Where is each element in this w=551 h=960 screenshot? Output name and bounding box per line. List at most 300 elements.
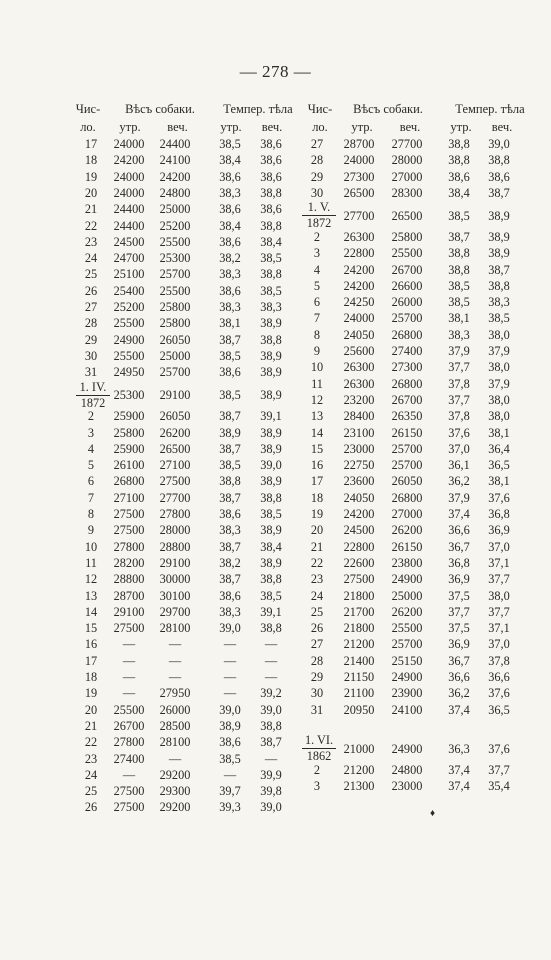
weight-morning-cell: 23000 xyxy=(343,441,375,456)
weight-evening-cell: 25500 xyxy=(391,246,423,261)
temp-evening-cell: 36,5 xyxy=(488,702,510,717)
weight-morning-cell: 24000 xyxy=(113,137,145,151)
day-cell: 13 xyxy=(84,588,98,603)
temp-morning-cell: 38,7 xyxy=(219,539,241,554)
temp-evening-cell: 38,0 xyxy=(488,360,510,375)
weight-evening-cell: 27950 xyxy=(159,686,191,701)
temp-morning-cell: 38,6 xyxy=(219,735,241,750)
day-cell: 30 xyxy=(310,185,324,200)
temp-morning-cell: 36,2 xyxy=(448,686,470,701)
weight-evening-cell: 25700 xyxy=(391,458,423,473)
temp-evening-cell: 38,9 xyxy=(260,348,282,363)
temp-morning-cell: 38,8 xyxy=(448,262,470,277)
weight-evening-cell: 26050 xyxy=(391,474,423,489)
temp-morning-cell: 38,5 xyxy=(219,137,241,151)
day-cell: 7 xyxy=(313,311,321,326)
temp-evening-cell: 38,9 xyxy=(488,209,510,224)
weight-morning-cell: 24200 xyxy=(343,278,375,293)
day-cell: 24 xyxy=(84,767,98,782)
weight-morning-cell: 21150 xyxy=(343,670,375,684)
weight-evening-cell: 25500 xyxy=(391,621,423,636)
month-date-label xyxy=(302,734,336,763)
temp-morning-cell: 38,2 xyxy=(219,251,241,266)
temp-morning-cell: 38,1 xyxy=(448,311,470,326)
day-cell: 22 xyxy=(84,218,98,233)
day-cell: 21 xyxy=(310,539,324,554)
weight-evening-cell: 25300 xyxy=(159,251,191,266)
weight-morning-cell: 25900 xyxy=(113,441,145,456)
temp-evening-cell: 38,9 xyxy=(260,474,282,489)
temp-morning-cell: 37,8 xyxy=(448,376,470,391)
weight-evening-cell: 27800 xyxy=(159,507,191,521)
temp-morning-cell: 37,9 xyxy=(448,490,470,505)
temp-evening-cell: 38,8 xyxy=(260,490,282,505)
month-label: 1. IV. xyxy=(79,379,107,394)
temp-evening-cell: 38,6 xyxy=(260,169,282,184)
temp-evening-cell: 39,0 xyxy=(488,137,510,151)
weight-morning-cell: 21100 xyxy=(343,686,375,701)
weight-morning-cell: — xyxy=(122,637,136,652)
temp-morning-cell: 38,3 xyxy=(448,327,470,342)
day-cell: 19 xyxy=(84,169,98,184)
day-cell: 9 xyxy=(313,344,321,358)
temp-morning-cell: 38,5 xyxy=(219,458,241,473)
temp-morning-cell: 38,1 xyxy=(219,316,241,331)
weight-evening-cell: 24100 xyxy=(391,702,423,717)
temp-morning-cell: 38,6 xyxy=(219,169,241,184)
weight-evening-cell: 30000 xyxy=(159,572,191,587)
temp-morning-cell: 37,8 xyxy=(448,409,470,424)
weight-morning-cell: 22750 xyxy=(343,458,375,473)
day-cell: 3 xyxy=(313,779,321,794)
day-cell: 4 xyxy=(313,262,321,277)
weight-morning-cell: 24400 xyxy=(113,218,145,233)
header-weight-morning: утр. xyxy=(351,120,373,134)
temp-morning-cell: 39,3 xyxy=(219,800,241,815)
day-cell: 17 xyxy=(84,137,98,151)
day-cell: 23 xyxy=(84,751,98,766)
day-cell: 7 xyxy=(87,490,95,505)
temp-evening-cell: 39,8 xyxy=(260,784,282,799)
weight-morning-cell: 20950 xyxy=(343,702,375,717)
weight-morning-cell: 24000 xyxy=(113,185,145,200)
weight-morning-cell: 26300 xyxy=(343,360,375,375)
weight-evening-cell: 27100 xyxy=(159,458,191,473)
weight-morning-cell: 21300 xyxy=(343,779,375,794)
temp-morning-cell: 38,6 xyxy=(219,507,241,521)
temp-morning-cell: 37,7 xyxy=(448,360,470,375)
weight-evening-cell: 26050 xyxy=(159,332,191,347)
day-cell: 9 xyxy=(87,523,95,538)
temp-evening-cell: 38,5 xyxy=(260,588,282,603)
temp-morning-cell: 36,9 xyxy=(448,637,470,652)
weight-evening-cell: 26800 xyxy=(391,327,423,342)
day-cell: 25 xyxy=(84,267,98,282)
temp-evening-cell: 38,9 xyxy=(260,555,282,570)
temp-morning-cell: 37,4 xyxy=(448,507,470,521)
weight-morning-cell: 26700 xyxy=(113,718,145,733)
temp-evening-cell: 38,8 xyxy=(260,185,282,200)
temp-morning-cell: 36,7 xyxy=(448,539,470,554)
weight-morning-cell: 27800 xyxy=(113,539,145,554)
temp-morning-cell: 37,4 xyxy=(448,779,470,794)
weight-evening-cell: 26050 xyxy=(159,409,191,424)
day-cell: 19 xyxy=(84,686,98,701)
weight-morning-cell: 25600 xyxy=(343,344,375,358)
day-cell: 26 xyxy=(84,800,98,815)
weight-evening-cell: 29300 xyxy=(159,784,191,799)
temp-morning-cell: 38,8 xyxy=(448,137,470,151)
day-cell: 15 xyxy=(84,621,98,636)
weight-morning-cell: — xyxy=(122,686,136,701)
temp-evening-cell: 38,8 xyxy=(260,621,282,636)
day-cell: 12 xyxy=(84,572,98,587)
weight-morning-cell: 27500 xyxy=(113,800,145,815)
day-cell: 5 xyxy=(313,278,321,293)
temp-evening-cell: 37,9 xyxy=(488,344,510,358)
weight-evening-cell: 26200 xyxy=(391,604,423,619)
temp-morning-cell: 38,9 xyxy=(219,718,241,733)
temp-evening-cell: 38,8 xyxy=(488,278,510,293)
day-cell: 20 xyxy=(310,523,324,538)
day-cell: 22 xyxy=(84,735,98,750)
temp-evening-cell: — xyxy=(264,751,278,766)
weight-evening-cell: 25800 xyxy=(391,229,423,244)
weight-morning-cell: 25800 xyxy=(113,425,145,440)
temp-evening-cell: 36,4 xyxy=(488,441,510,456)
temp-evening-cell: 37,1 xyxy=(488,555,510,570)
weight-evening-cell: 25000 xyxy=(159,202,191,217)
header-day-bottom: ло. xyxy=(312,120,328,134)
temp-evening-cell: 38,8 xyxy=(260,718,282,733)
weight-evening-cell: 25700 xyxy=(391,441,423,456)
header-weight: Вѣсъ собаки. xyxy=(353,102,423,116)
weight-evening-cell: 26800 xyxy=(391,376,423,391)
weight-morning-cell: 21700 xyxy=(343,604,375,619)
weight-morning-cell: 28700 xyxy=(113,588,145,603)
weight-evening-cell: — xyxy=(168,751,182,766)
month-label: 1. V. xyxy=(307,200,331,215)
weight-morning-cell: 28800 xyxy=(113,572,145,587)
day-cell: 2 xyxy=(87,409,95,424)
header-temp: Темпер. тѣла xyxy=(223,102,293,116)
day-cell: 14 xyxy=(84,604,98,619)
temp-evening-cell: 38,7 xyxy=(260,735,282,750)
weight-morning-cell: 24700 xyxy=(113,251,145,266)
day-cell: 12 xyxy=(310,392,324,407)
weight-evening-cell: 24100 xyxy=(159,153,191,168)
temp-morning-cell: 38,6 xyxy=(219,283,241,298)
weight-evening-cell: 24800 xyxy=(159,185,191,200)
weight-morning-cell: 24900 xyxy=(113,332,145,347)
page-number: — 278 — xyxy=(239,62,312,81)
day-cell: 21 xyxy=(84,718,98,733)
weight-evening-cell: 26150 xyxy=(391,539,423,554)
temp-evening-cell: 38,8 xyxy=(488,153,510,168)
weight-evening-cell: 23000 xyxy=(391,779,423,794)
temp-evening-cell: — xyxy=(264,653,278,668)
header-temp-morning: утр. xyxy=(220,120,242,134)
weight-morning-cell: 25900 xyxy=(113,409,145,424)
day-cell: 20 xyxy=(84,185,98,200)
temp-morning-cell: 37,5 xyxy=(448,621,470,636)
weight-evening-cell: 27000 xyxy=(391,507,423,521)
temp-evening-cell: 37,7 xyxy=(488,762,510,777)
day-cell: 16 xyxy=(310,458,324,473)
header-temp: Темпер. тѣла xyxy=(455,102,525,116)
weight-morning-cell: 25400 xyxy=(113,283,145,298)
header-weight-evening: веч. xyxy=(399,120,421,134)
temp-evening-cell: 38,8 xyxy=(260,332,282,347)
month-label: 1. VI. xyxy=(304,733,334,748)
temp-evening-cell: 38,1 xyxy=(488,474,510,489)
temp-evening-cell: 38,5 xyxy=(260,507,282,521)
day-cell: 31 xyxy=(84,365,98,380)
day-cell: 27 xyxy=(310,137,324,151)
temp-morning-cell: 38,3 xyxy=(219,267,241,282)
year-label: 1872 xyxy=(302,215,336,230)
weight-morning-cell: 26300 xyxy=(343,229,375,244)
weight-morning-cell: 24500 xyxy=(113,234,145,249)
day-cell: 18 xyxy=(84,153,98,168)
weight-morning-cell: 24500 xyxy=(343,523,375,538)
weight-evening-cell: 28800 xyxy=(159,539,191,554)
weight-evening-cell: 28000 xyxy=(159,523,191,538)
weight-morning-cell: 26300 xyxy=(343,376,375,391)
temp-evening-cell: 38,6 xyxy=(260,202,282,217)
temp-evening-cell: 38,3 xyxy=(260,300,282,314)
day-cell: 10 xyxy=(310,360,324,375)
day-cell: 2 xyxy=(313,229,321,244)
day-cell: 27 xyxy=(310,637,324,652)
day-cell: 28 xyxy=(310,653,324,668)
weight-evening-cell: — xyxy=(168,637,182,652)
temp-morning-cell: 38,4 xyxy=(219,153,241,168)
temp-evening-cell: 35,4 xyxy=(488,779,510,794)
header-day-top: Чис- xyxy=(75,102,101,116)
temp-evening-cell: 38,7 xyxy=(488,262,510,277)
day-cell: 25 xyxy=(310,604,324,619)
weight-evening-cell: 25700 xyxy=(391,311,423,326)
weight-morning-cell: 28400 xyxy=(343,409,375,424)
temp-evening-cell: 38,6 xyxy=(488,169,510,184)
temp-evening-cell: 38,0 xyxy=(488,409,510,424)
temp-morning-cell: 38,7 xyxy=(219,572,241,587)
temp-morning-cell: 39,0 xyxy=(219,621,241,636)
day-cell: 23 xyxy=(84,234,98,249)
weight-evening-cell: 26000 xyxy=(159,702,191,717)
weight-morning-cell: 24050 xyxy=(343,327,375,342)
weight-evening-cell: 29100 xyxy=(159,388,191,403)
weight-evening-cell: 26200 xyxy=(159,425,191,440)
temp-morning-cell: 38,7 xyxy=(219,332,241,347)
day-cell: 14 xyxy=(310,425,324,440)
temp-evening-cell: — xyxy=(264,637,278,652)
temp-evening-cell: 39,1 xyxy=(260,409,282,424)
weight-evening-cell: 25150 xyxy=(391,653,423,668)
weight-evening-cell: 24900 xyxy=(391,742,423,757)
weight-evening-cell: 24900 xyxy=(391,670,423,684)
temp-evening-cell: 38,8 xyxy=(260,218,282,233)
day-cell: 24 xyxy=(310,588,324,603)
day-cell: 6 xyxy=(87,474,95,489)
weight-evening-cell: 24900 xyxy=(391,572,423,587)
temp-evening-cell: 38,9 xyxy=(260,425,282,440)
temp-morning-cell: 38,4 xyxy=(219,218,241,233)
weight-evening-cell: 26600 xyxy=(391,278,423,293)
weight-evening-cell: 26700 xyxy=(391,262,423,277)
weight-morning-cell: — xyxy=(122,767,136,782)
weight-evening-cell: 28100 xyxy=(159,621,191,636)
temp-evening-cell: 39,9 xyxy=(260,767,282,782)
weight-morning-cell: 23100 xyxy=(343,425,375,440)
temp-evening-cell: 38,1 xyxy=(488,425,510,440)
temp-evening-cell: 38,9 xyxy=(488,229,510,244)
day-cell: 4 xyxy=(87,441,95,456)
weight-morning-cell: 21400 xyxy=(343,653,375,668)
day-cell: 2 xyxy=(313,762,321,777)
temp-morning-cell: 38,7 xyxy=(219,409,241,424)
day-cell: 8 xyxy=(87,507,95,521)
weight-evening-cell: 24800 xyxy=(391,762,423,777)
weight-evening-cell: 26000 xyxy=(391,295,423,310)
temp-evening-cell: 37,7 xyxy=(488,604,510,619)
temp-evening-cell: 38,9 xyxy=(260,441,282,456)
temp-evening-cell: 38,9 xyxy=(260,365,282,380)
temp-morning-cell: 37,9 xyxy=(448,344,470,358)
weight-morning-cell: 27400 xyxy=(113,751,145,766)
temp-morning-cell: 36,8 xyxy=(448,555,470,570)
temp-evening-cell: 38,8 xyxy=(260,572,282,587)
day-cell: 20 xyxy=(84,702,98,717)
day-cell: 6 xyxy=(313,295,321,310)
temp-morning-cell: — xyxy=(223,637,237,652)
weight-evening-cell: 27700 xyxy=(391,137,423,151)
temp-evening-cell: 39,0 xyxy=(260,702,282,717)
weight-evening-cell: 25700 xyxy=(159,365,191,380)
temp-morning-cell: 38,5 xyxy=(219,388,241,403)
day-cell: 3 xyxy=(313,246,321,261)
day-cell: 29 xyxy=(84,332,98,347)
weight-morning-cell: 21200 xyxy=(343,762,375,777)
temp-evening-cell: 38,9 xyxy=(260,523,282,538)
temp-morning-cell: 38,7 xyxy=(219,441,241,456)
weight-morning-cell: 25500 xyxy=(113,316,145,331)
temp-morning-cell: 38,8 xyxy=(448,153,470,168)
temp-morning-cell: 38,3 xyxy=(219,185,241,200)
day-cell: 11 xyxy=(85,555,97,570)
weight-morning-cell: 28700 xyxy=(343,137,375,151)
weight-morning-cell: 23600 xyxy=(343,474,375,489)
weight-evening-cell: 27700 xyxy=(159,490,191,505)
temp-morning-cell: 38,2 xyxy=(219,555,241,570)
day-cell: 18 xyxy=(310,490,324,505)
weight-evening-cell: 27400 xyxy=(391,344,423,358)
temp-morning-cell: 37,4 xyxy=(448,762,470,777)
day-cell: 17 xyxy=(310,474,324,489)
year-label: 1872 xyxy=(76,395,110,410)
day-cell: 29 xyxy=(310,169,324,184)
weight-evening-cell: 29700 xyxy=(159,604,191,619)
month-date-label xyxy=(302,201,336,230)
weight-evening-cell: 25200 xyxy=(159,218,191,233)
temp-morning-cell: 38,8 xyxy=(448,246,470,261)
weight-evening-cell: 29200 xyxy=(159,767,191,782)
weight-evening-cell: — xyxy=(168,670,182,684)
weight-evening-cell: 29200 xyxy=(159,800,191,815)
weight-morning-cell: 21200 xyxy=(343,637,375,652)
temp-morning-cell: 38,8 xyxy=(219,474,241,489)
weight-morning-cell: 24950 xyxy=(113,365,145,380)
weight-morning-cell: 23200 xyxy=(343,392,375,407)
temp-morning-cell: 38,5 xyxy=(448,295,470,310)
day-cell: 19 xyxy=(310,507,324,521)
weight-evening-cell: 24400 xyxy=(159,137,191,151)
weight-morning-cell: 24200 xyxy=(343,262,375,277)
weight-evening-cell: 30100 xyxy=(159,588,191,603)
day-cell: 10 xyxy=(84,539,98,554)
temp-evening-cell: 36,9 xyxy=(488,523,510,538)
header-weight: Вѣсъ собаки. xyxy=(125,102,195,116)
day-cell: 28 xyxy=(310,153,324,168)
temp-morning-cell: 37,0 xyxy=(448,441,470,456)
weight-morning-cell: 22800 xyxy=(343,246,375,261)
weight-evening-cell: 26200 xyxy=(391,523,423,538)
weight-evening-cell: 27500 xyxy=(159,474,191,489)
header-day-bottom: ло. xyxy=(80,120,96,134)
temp-evening-cell: 37,0 xyxy=(488,539,510,554)
weight-evening-cell: 23900 xyxy=(391,686,423,701)
weight-evening-cell: 27000 xyxy=(391,169,423,184)
temp-evening-cell: 36,6 xyxy=(488,670,510,684)
temp-morning-cell: 37,6 xyxy=(448,425,470,440)
weight-morning-cell: 24050 xyxy=(343,490,375,505)
temp-morning-cell: 36,2 xyxy=(448,474,470,489)
weight-evening-cell: 26500 xyxy=(391,209,423,224)
day-cell: 18 xyxy=(84,670,98,684)
temp-evening-cell: 38,5 xyxy=(260,283,282,298)
temp-morning-cell: 38,9 xyxy=(219,425,241,440)
weight-morning-cell: 24000 xyxy=(113,169,145,184)
temp-morning-cell: 38,6 xyxy=(219,202,241,217)
temp-morning-cell: 38,6 xyxy=(219,234,241,249)
weight-evening-cell: 23800 xyxy=(391,555,423,570)
temp-morning-cell: 38,3 xyxy=(219,604,241,619)
weight-evening-cell: 25000 xyxy=(391,588,423,603)
weight-evening-cell: — xyxy=(168,653,182,668)
day-cell: 17 xyxy=(84,653,98,668)
day-cell: 3 xyxy=(87,425,95,440)
weight-morning-cell: 25500 xyxy=(113,348,145,363)
weight-morning-cell: 26100 xyxy=(113,458,145,473)
weight-evening-cell: 25800 xyxy=(159,316,191,331)
year-label: 1862 xyxy=(302,748,336,763)
day-cell: 15 xyxy=(310,441,324,456)
temp-morning-cell: 38,5 xyxy=(448,278,470,293)
temp-evening-cell: 38,4 xyxy=(260,234,282,249)
temp-evening-cell: 39,2 xyxy=(260,686,282,701)
weight-morning-cell: 27500 xyxy=(113,621,145,636)
temp-morning-cell: 37,7 xyxy=(448,604,470,619)
temp-evening-cell: 38,0 xyxy=(488,588,510,603)
weight-morning-cell: 27500 xyxy=(113,523,145,538)
temp-morning-cell: 36,9 xyxy=(448,572,470,587)
weight-morning-cell: 21800 xyxy=(343,588,375,603)
temp-morning-cell: 37,5 xyxy=(448,588,470,603)
temp-morning-cell: 38,5 xyxy=(219,751,241,766)
weight-evening-cell: 29100 xyxy=(159,555,191,570)
temp-morning-cell: 37,7 xyxy=(448,392,470,407)
